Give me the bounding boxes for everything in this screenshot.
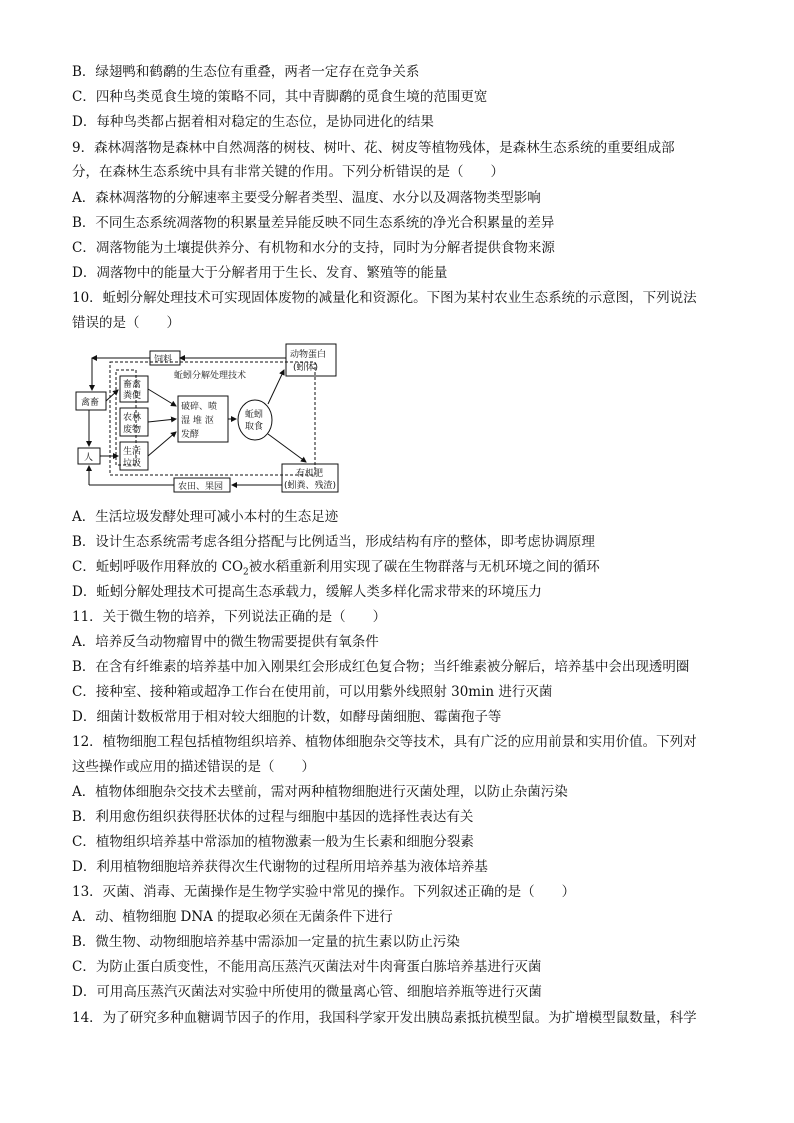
q13-stem: 13．灭菌、消毒、无菌操作是生物学实验中常见的操作。下列叙述正确的是（ ） (72, 884, 576, 900)
q11-option-b: B．在含有纤维素的培养基中加入刚果红会形成红色复合物；当纤维素被分解后，培养基中会出现透明圈 (72, 659, 690, 675)
q9-stem-line1: 9．森林凋落物是森林中自然凋落的树枝、树叶、花、树皮等植物残体，是森林生态系统的重要组成部 (72, 140, 675, 156)
process-label-2: 湿 堆 沤 (181, 416, 214, 426)
person-label: 人 (84, 453, 94, 463)
q10-option-c (72, 557, 600, 577)
q8-option-c: C．四种鸟类觅食生境的策略不同，其中青脚鹬的觅食生境的范围更宽 (72, 89, 488, 105)
q9-option-c: C．凋落物能为土壤提供养分、有机物和水分的支持，同时为分解者提供食物来源 (72, 240, 555, 256)
q11-stem: 11．关于微生物的培养，下列说法正确的是（ ） (72, 609, 387, 625)
fertilizer-label-1: 有机肥 (296, 469, 324, 479)
worm-label-1: 蚯蚓 (245, 410, 264, 420)
q12-stem-line2: 这些操作或应用的描述错误的是（ ） (72, 759, 315, 775)
process-label-3: 发酵 (181, 430, 200, 440)
q10-option-d: D．蚯蚓分解处理技术可提高生态承载力，缓解人类多样化需求带来的环境压力 (72, 584, 542, 600)
technique-label: 蚯蚓分解处理技术 (174, 371, 247, 381)
q8-option-b: B．绿翅鸭和鹤鹬的生态位有重叠，两者一定存在竞争关系 (72, 64, 420, 80)
q13-option-d: D．可用高压蒸汽灭菌法对实验中所使用的微量离心管、细胞培养瓶等进行灭菌 (72, 984, 542, 1000)
q13-option-c: C．为防止蛋白质变性，不能用高压蒸汽灭菌法对牛肉膏蛋白胨培养基进行灭菌 (72, 959, 542, 975)
livestock-label: 禽畜 (81, 398, 100, 408)
q12-option-a: A．植物体细胞杂交技术去壁前，需对两种植物细胞进行灭菌处理，以防止杂菌污染 (72, 784, 568, 800)
feed-label: 饲料 (154, 355, 173, 365)
q8-option-d: D．每种鸟类都占据着相对稳定的生态位，是协同进化的结果 (72, 114, 434, 130)
worm-label-2: 取食 (245, 422, 264, 432)
q12-stem-line1: 12．植物细胞工程包括植物组织培养、植物体细胞杂交等技术，具有广泛的应用前景和实用价值。下列对 (72, 734, 697, 750)
q9-option-b: B．不同生态系统凋落物的积累量差异能反映不同生态系统的净光合积累量的差异 (72, 215, 555, 231)
animal-protein-label-2: (蚓体) (293, 363, 319, 373)
q11-option-d: D．细菌计数板常用于相对较大细胞的计数，如酵母菌细胞、霉菌孢子等 (72, 709, 502, 725)
q11-option-c: C．接种室、接种箱或超净工作台在使用前，可以用紫外线照射 30min 进行灭菌 (72, 684, 553, 700)
waste-label-2: 废物 (123, 425, 142, 435)
garbage-label-2: 垃圾 (123, 459, 142, 469)
manure-label-1: 畜禽 (123, 380, 142, 390)
q11-option-a: A．培养反刍动物瘤胃中的微生物需要提供有氧条件 (72, 634, 379, 650)
q12-option-d: D．利用植物细胞培养获得次生代谢物的过程所用培养基为液体培养基 (72, 859, 488, 875)
field-label: 农田、果园 (178, 482, 224, 492)
q10-option-a: A．生活垃圾发酵处理可减小本村的生态足迹 (72, 509, 339, 525)
fertilizer-label-2: (蚓粪、残渣) (284, 481, 337, 491)
q9-option-d: D．凋落物中的能量大于分解者用于生长、发育、繁殖等的能量 (72, 265, 448, 281)
q10-stem-line1: 10．蚯蚓分解处理技术可实现固体废物的减量化和资源化。下图为某村农业生态系统的示意图，下列说法 (72, 290, 697, 306)
q10-option-b: B．设计生态系统需考虑各组分搭配与比例适当，形成结构有序的整体，即考虑协调原理 (72, 534, 595, 550)
agro-ecosystem-diagram (70, 340, 370, 500)
q9-option-a: A．森林凋落物的分解速率主要受分解者类型、温度、水分以及凋落物类型影响 (72, 190, 541, 206)
q13-option-a: A．动、植物细胞 DNA 的提取必须在无菌条件下进行 (72, 909, 393, 925)
q9-stem-line2: 分，在森林生态系统中具有非常关键的作用。下列分析错误的是（ ） (72, 164, 504, 180)
q10-option-c-sub: 2 (243, 567, 249, 578)
q10-stem-line2: 错误的是（ ） (72, 315, 180, 331)
manure-label-2: 粪便 (123, 391, 142, 401)
waste-label-1: 农林 (123, 413, 142, 423)
q13-option-b: B．微生物、动物细胞培养基中需添加一定量的抗生素以防止污染 (72, 934, 460, 950)
q14-stem-line1: 14．为了研究多种血糖调节因子的作用，我国科学家开发出胰岛素抵抗模型鼠。为扩增模型鼠数量，科学 (72, 1010, 697, 1026)
process-label-1: 破碎、喷 (181, 402, 218, 412)
garbage-label-1: 生活 (123, 447, 142, 457)
q10-option-c-post: 被水稻重新利用实现了碳在生物群落与无机环境之间的循环 (248, 559, 600, 575)
q10-option-c-pre: C．蚯蚓呼吸作用释放的 CO (72, 559, 244, 575)
q12-option-b: B．利用愈伤组织获得胚状体的过程与细胞中基因的选择性表达有关 (72, 809, 474, 825)
q12-option-c: C．植物组织培养基中常添加的植物激素一般为生长素和细胞分裂素 (72, 834, 474, 850)
animal-protein-label-1: 动物蛋白 (290, 350, 327, 360)
